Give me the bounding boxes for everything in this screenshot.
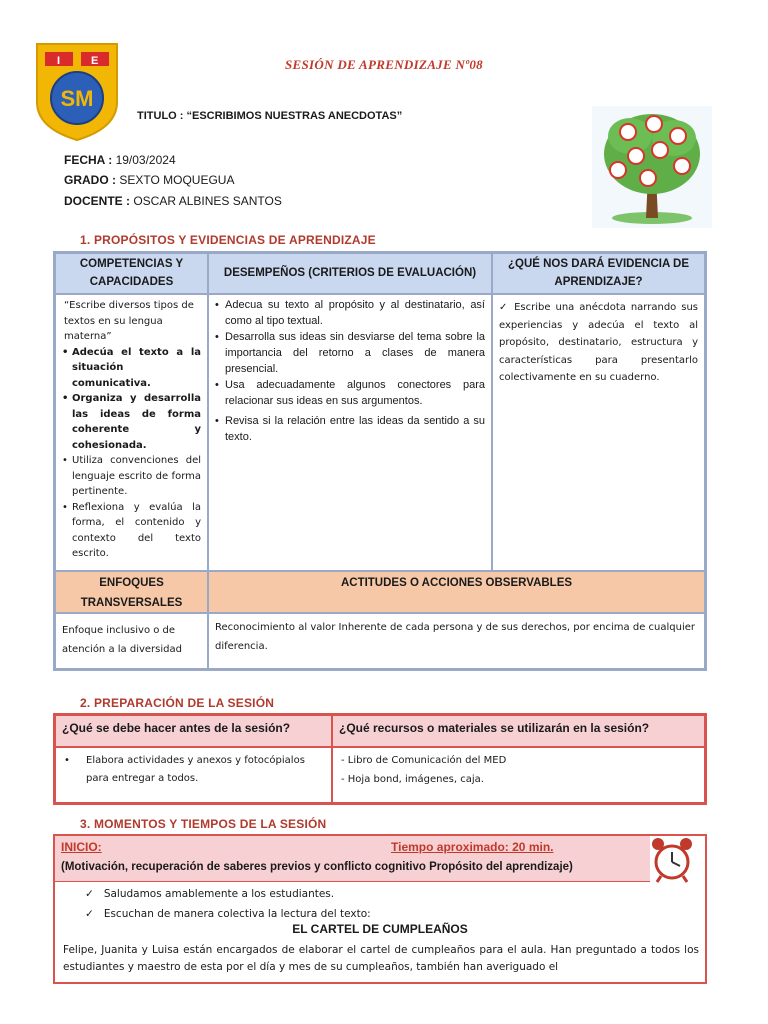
logo-text: SM [60, 86, 94, 111]
preparation-table [53, 713, 707, 805]
family-tree-image [592, 106, 712, 228]
capacidad-item: • Organiza y desarrolla las ideas de forma coherente y cohesionada. [62, 391, 201, 453]
alarm-clock-icon [649, 836, 695, 884]
step-item: ✓ Escuchan de manera colectiva la lectura del texto: [85, 908, 371, 920]
grado-label: GRADO : [64, 173, 116, 187]
section3-title: 3. MOMENTOS Y TIEMPOS DE LA SESIÓN [80, 817, 327, 831]
motivacion-text: (Motivación, recuperación de saberes previos y conflicto cognitivo Propósito del aprendizaje) [61, 861, 573, 873]
capacidad-item: • Adecúa el texto a la situación comunicativa. [62, 345, 201, 392]
capacidad-item: • Utiliza convenciones del lenguaje escrito de forma pertinente. [62, 453, 201, 500]
grado-line [64, 173, 234, 187]
header-evidencia: ¿QUÉ NOS DARÁ EVIDENCIA DE APRENDIZAJE? [492, 253, 705, 294]
enfoque-cell: Enfoque inclusivo o de atención a la diversidad [55, 613, 208, 669]
document-title: TITULO : “ESCRIBIMOS NUESTRAS ANECDOTAS” [137, 110, 403, 122]
desempeno-item: • Adecua su texto al propósito y al destinatario, así como al tipo textual. [215, 298, 485, 330]
desempeno-item: • Desarrolla sus ideas sin desviarse del tema sobre la importancia del retorno a clases de manera presencial. [215, 330, 485, 378]
desempeno-item: • Revisa si la relación entre las ideas da sentido a su texto. [215, 414, 485, 446]
recurso-item: - Libro de Comunicación del MED [341, 755, 507, 766]
session-title: SESIÓN DE APRENDIZAJE Nº08 [285, 57, 483, 72]
school-logo [33, 40, 121, 142]
desempenos-list [215, 298, 485, 445]
logo-letter-e: E [91, 55, 99, 67]
logo-letter-i: I [57, 55, 61, 67]
bullet-dot: • [64, 755, 70, 766]
capacidad-item: • Reflexiona y evalúa la forma, el contenido y contexto del texto escrito. [62, 500, 201, 562]
inicio-header [55, 836, 650, 882]
docente-value: OSCAR ALBINES SANTOS [133, 194, 282, 208]
inicio-label: INICIO: [61, 840, 102, 854]
desempenos-cell [208, 294, 492, 571]
grado-value: SEXTO MOQUEGUA [119, 173, 235, 187]
fecha-label: FECHA : [64, 153, 113, 167]
docente-line [64, 194, 282, 208]
step-item: ✓ Saludamos amablemente a los estudiantes. [85, 888, 335, 900]
recurso-item: - Hoja bond, imágenes, caja. [341, 773, 484, 785]
evidencia-cell: ✓ Escribe una anécdota narrando sus experiencias y adecúa el texto al propósito, destinatario, estructura y características para presentarlo colectivamente en su cuaderno. [492, 294, 705, 571]
header-desempenos: DESEMPEÑOS (CRITERIOS DE EVALUACIÓN) [208, 253, 492, 294]
section1-title: 1. PROPÓSITOS Y EVIDENCIAS DE APRENDIZAJE [80, 233, 376, 247]
fecha-line [64, 153, 176, 167]
header-competencias: COMPETENCIAS Y CAPACIDADES [55, 253, 208, 294]
antes-item: • Elabora actividades y anexos y fotocópialos para entregar a todos. [64, 752, 323, 788]
actitud-cell: Reconocimiento al valor Inherente de cada persona y de sus derechos, por encima de cualquier diferencia. [208, 613, 705, 669]
header-recursos: ¿Qué recursos o materiales se utilizarán en la sesión? [332, 715, 705, 747]
reading-text: Felipe, Juanita y Luisa están encargados de elaborar el cartel de cumpleaños para el aula. Han preguntado a todos los estudiantes y maestro de esta por el día y mes de su cumpleaños, también han averiguado el [63, 944, 699, 974]
purposes-table [53, 251, 707, 671]
docente-label: DOCENTE : [64, 194, 130, 208]
competencia-text: “Escribe diversos tipos de textos en su lengua materna” [64, 300, 194, 342]
header-enfoques: ENFOQUES TRANSVERSALES [55, 571, 208, 613]
competencias-cell [55, 294, 208, 571]
capacidades-list [62, 345, 201, 562]
reading-title: EL CARTEL DE CUMPLEAÑOS [292, 922, 468, 936]
recursos-cell [332, 747, 705, 803]
header-antes: ¿Qué se debe hacer antes de la sesión? [55, 715, 332, 747]
tiempo-label: Tiempo aproximado: 20 min. [391, 840, 554, 854]
desempeno-item: • Usa adecuadamente algunos conectores para relacionar sus ideas en sus argumentos. [215, 378, 485, 410]
fecha-value: 19/03/2024 [115, 153, 176, 167]
antes-cell [55, 747, 332, 803]
header-actitudes: ACTITUDES O ACCIONES OBSERVABLES [208, 571, 705, 613]
section2-title: 2. PREPARACIÓN DE LA SESIÓN [80, 696, 275, 710]
moments-table [53, 834, 707, 984]
